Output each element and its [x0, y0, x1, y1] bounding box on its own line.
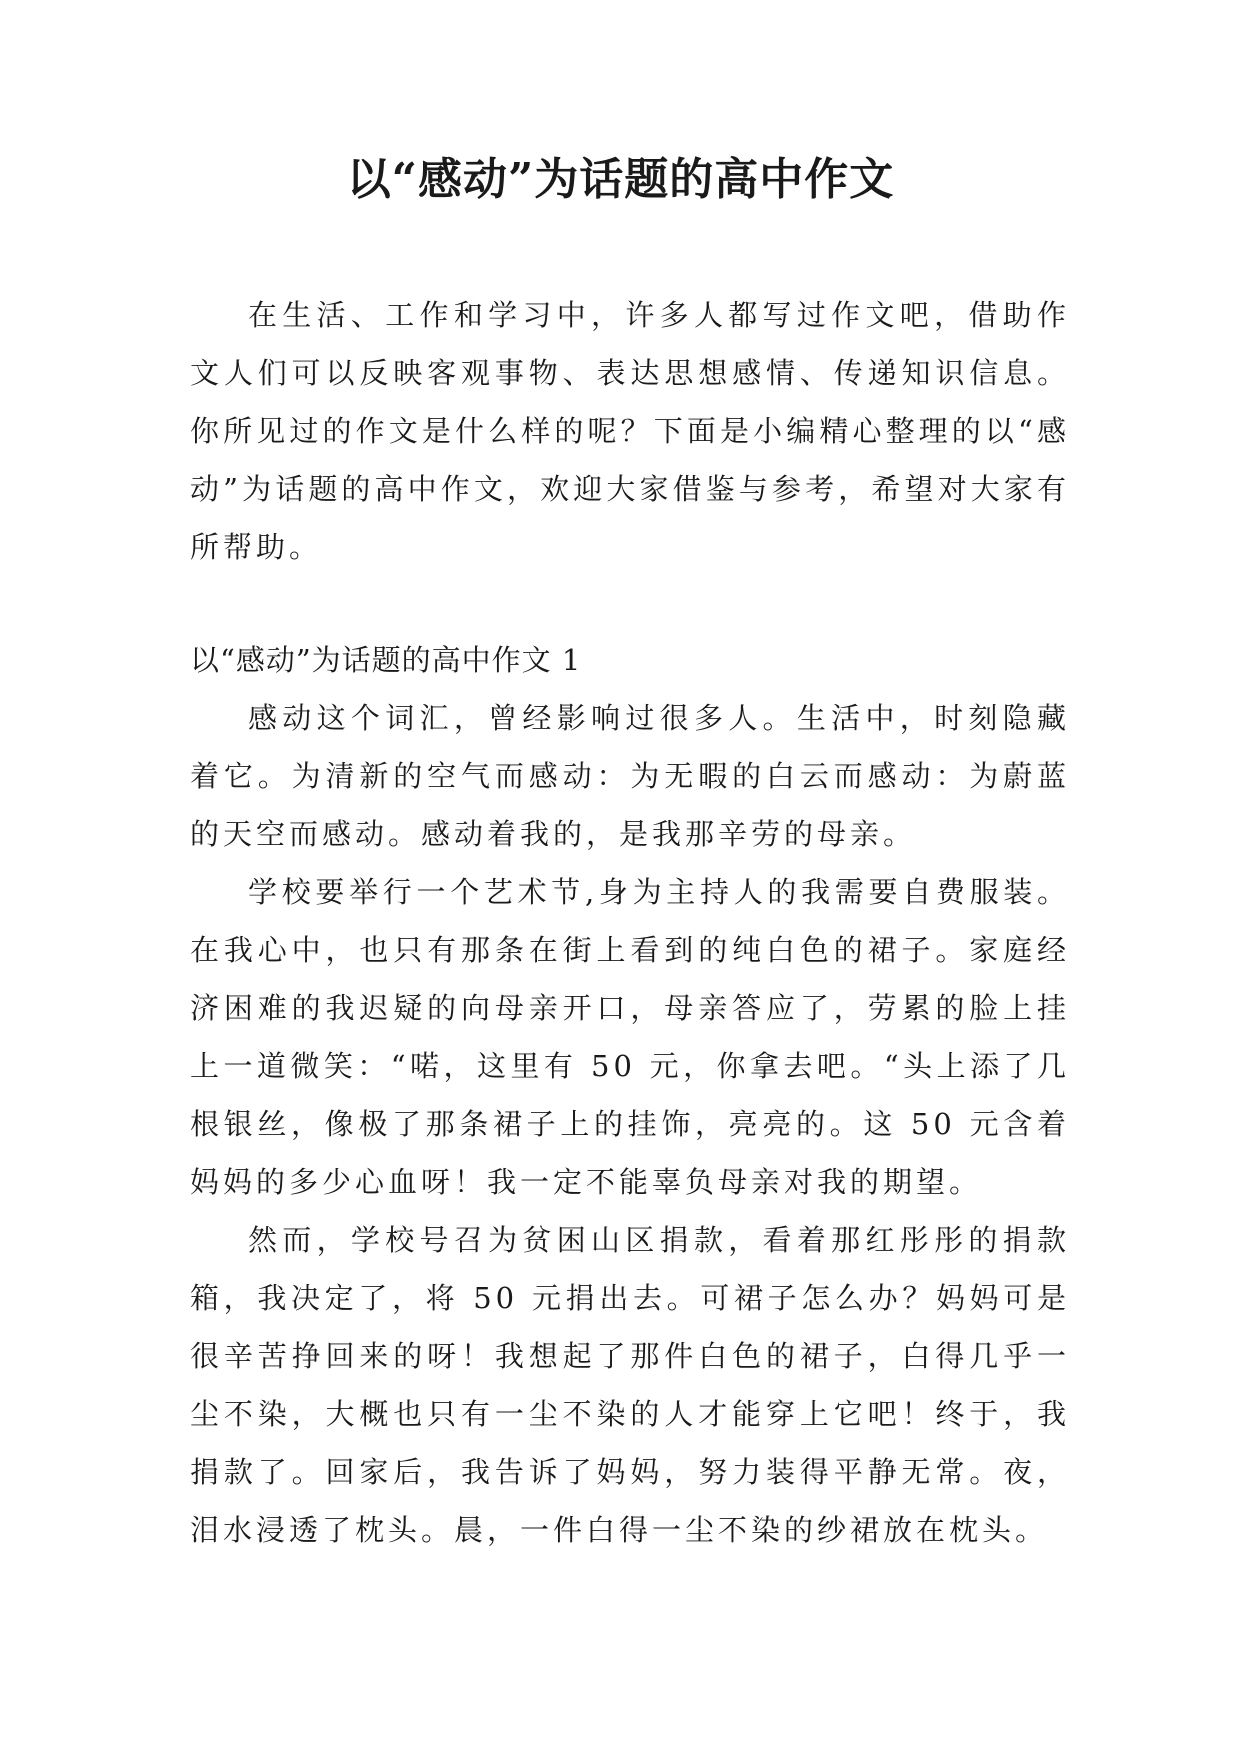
section-spacer [190, 576, 1070, 631]
essay-paragraph-1: 感动这个词汇，曾经影响过很多人。生活中，时刻隐藏着它。为清新的空气而感动：为无暇的白云而感动：为蔚蓝的天空而感动。感动着我的，是我那辛劳的母亲。 [190, 701, 1070, 851]
section-heading: 以“感动”为话题的高中作文 1 [190, 643, 582, 677]
intro-paragraph: 在生活、工作和学习中，许多人都写过作文吧，借助作文人们可以反映客观事物、表达思想感情、传递知识信息。你所见过的作文是什么样的呢？下面是小编精心整理的以“感动”为话题的高中作文，欢迎大家借鉴与参考，希望对大家有所帮助。 [190, 298, 1070, 564]
essay-paragraph-2: 学校要举行一个艺术节,身为主持人的我需要自费服装。在我心中，也只有那条在街上看到的纯白色的裙子。家庭经济困难的我迟疑的向母亲开口，母亲答应了，劳累的脸上挂上一道微笑：“喏，这里有 50 元，你拿去吧。“头上添了几根银丝，像极了那条裙子上的挂饰，亮亮的。这 50 元含着妈妈的多少心血呀！我一定不能辜负母亲对我的期望。 [190, 875, 1070, 1199]
document-title: 以“感动”为话题的高中作文 [346, 154, 895, 205]
essay-paragraph-3: 然而，学校号召为贫困山区捐款，看着那红彤彤的捐款箱，我决定了，将 50 元捐出去。可裙子怎么办？妈妈可是很辛苦挣回来的呀！我想起了那件白色的裙子，白得几乎一尘不染，大概也只有一尘不染的人才能穿上它吧！终于，我捐款了。回家后，我告诉了妈妈，努力装得平静无常。夜，泪水浸透了枕头。晨，一件白得一尘不染的纱裙放在枕头。 [190, 1223, 1070, 1547]
document-body [190, 286, 1070, 1559]
